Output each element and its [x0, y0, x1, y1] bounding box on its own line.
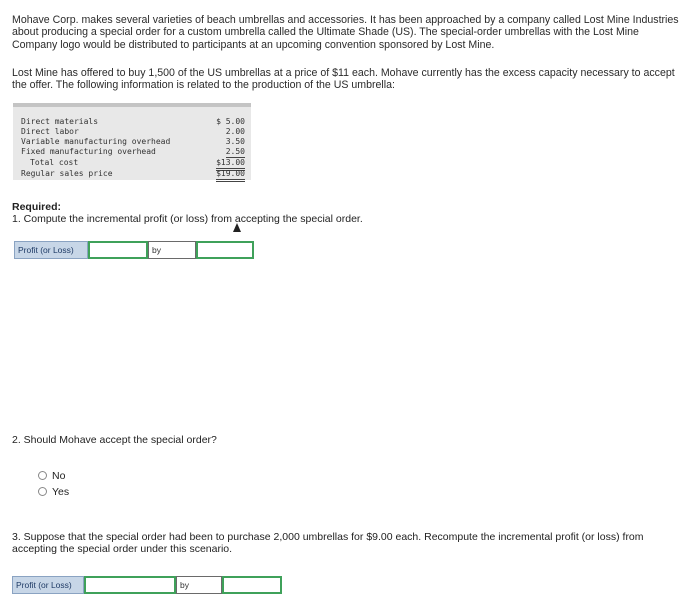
cost-value: $19.00: [216, 169, 245, 182]
cost-label: Variable manufacturing overhead: [21, 137, 171, 146]
cost-value: $13.00: [216, 158, 245, 171]
cost-table: [13, 103, 251, 180]
cost-row-total-cost: [13, 158, 251, 168]
cost-value: $ 5.00: [216, 117, 245, 126]
cost-label: Direct labor: [21, 127, 79, 136]
cost-value: 2.50: [225, 147, 245, 156]
profit-or-loss-label: Profit (or Loss): [12, 576, 84, 594]
by-label: by: [176, 576, 222, 594]
question-2: 2. Should Mohave accept the special order?: [12, 434, 217, 446]
cost-row-direct-labor: [13, 127, 251, 137]
cost-label: Direct materials: [21, 117, 99, 126]
question-3: 3. Suppose that the special order had been to purchase 2,000 umbrellas for $9.00 each. Recompute the incremental profit (or loss) from accepting the special order under this scenario.: [12, 531, 644, 555]
cost-label: Regular sales price: [21, 169, 113, 178]
radio-label: Yes: [52, 486, 70, 498]
by-label: by: [148, 241, 196, 259]
radio-button[interactable]: [38, 487, 47, 496]
profit-or-loss-label: Profit (or Loss): [14, 241, 88, 259]
cost-value: 2.00: [225, 127, 245, 136]
radio-button[interactable]: [38, 471, 47, 480]
cost-row-regular-sales-price: [13, 169, 251, 179]
question-1: 1. Compute the incremental profit (or loss) from accepting the special order.: [12, 213, 363, 225]
intro-paragraph-1: Mohave Corp. makes several varieties of beach umbrellas and accessories. It has been approached by a company called Lost Mine Industries about producing a special order for a custom umbrella called the Ultimate Shade (US). The special-order umbrellas with the Lost Mine Company logo would be distributed to participants at an upcoming convention sponsored by Lost Mine.: [12, 14, 679, 51]
cost-row-variable-overhead: [13, 137, 251, 147]
radio-label: No: [52, 470, 66, 482]
q3-by-input[interactable]: [222, 576, 282, 594]
cost-row-direct-materials: [13, 117, 251, 127]
required-heading: Required:: [12, 201, 62, 213]
q1-by-input[interactable]: [196, 241, 254, 259]
q3-amount-input[interactable]: [84, 576, 176, 594]
cost-label: Fixed manufacturing overhead: [21, 147, 156, 156]
q1-amount-input[interactable]: [88, 241, 148, 259]
cost-label: Total cost: [30, 158, 79, 167]
cost-row-fixed-overhead: [13, 147, 251, 157]
intro-paragraph-2: Lost Mine has offered to buy 1,500 of the US umbrellas at a price of $11 each. Mohave currently has the excess capacity necessary to accept the offer. The following information is related to the production of the US umbrella:: [12, 67, 675, 92]
cost-value: 3.50: [225, 137, 245, 146]
mouse-cursor-icon: [233, 223, 241, 232]
